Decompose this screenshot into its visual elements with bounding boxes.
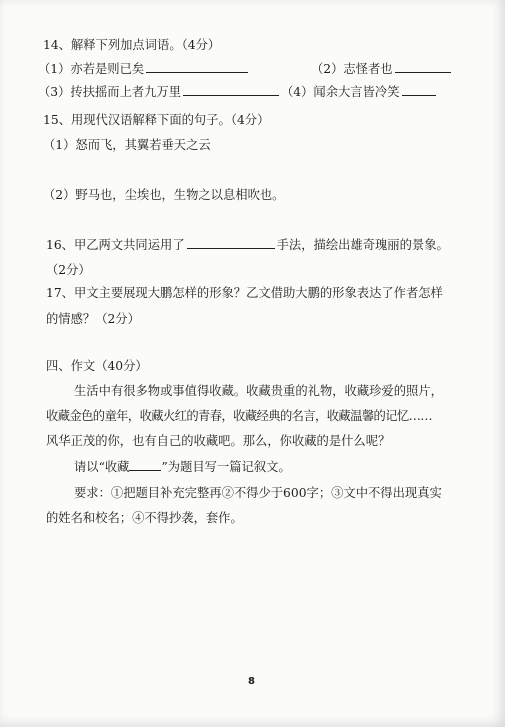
q14-item-3 [38,83,279,100]
essay-title-blank[interactable] [129,458,161,471]
q14-heading: 14、解释下列加点词语。（4分） [43,38,221,52]
q16-text-before: 16、甲乙两文共同运用了 [46,238,185,252]
q14-item-4-answer-blank[interactable] [402,83,436,96]
q15-heading: 15、用现代汉语解释下面的句子。（4分） [43,113,270,127]
q16-line [46,236,449,253]
q17-line-1: 17、甲文主要展现大鹏怎样的形象？乙文借助大鹏的形象表达了作者怎样 [46,286,443,300]
q14-item-1-answer-blank[interactable] [146,60,248,73]
essay-paragraph-line-2: 收藏金色的童年，收藏火红的青春，收藏经典的名言，收藏温馨的记忆…… [46,409,432,423]
q14-item-2-answer-blank[interactable] [395,60,451,73]
q15-sentence-2: （2）野马也，尘埃也，生物之以息相吹也。 [43,188,285,202]
q14-item-4 [281,83,436,100]
essay-paragraph-line-3: 风华正茂的你，也有自己的收藏吧。那么，你收藏的是什么呢？ [46,434,391,448]
essay-requirements-line-1: 要求：①把题目补充完整再②不得少于600字；③文中不得出现真实 [74,486,442,500]
essay-heading: 四、作文（40分） [46,359,148,373]
essay-requirements-line-2: 的姓名和校名；④不得抄袭，套作。 [46,511,243,525]
page-number: 8 [248,676,255,687]
essay-paragraph-line-1: 生活中有很多物或事值得收藏。收藏贵重的礼物，收藏珍爱的照片， [74,384,443,398]
q14-item-3-answer-blank[interactable] [183,83,279,96]
essay-prompt-before: 请以“收藏 [74,460,130,474]
q16-answer-blank[interactable] [187,236,275,249]
q16-text-after: 手法，描绘出雄奇瑰丽的景象。 [276,238,449,252]
q17-line-2: 的情感？（2分） [46,312,140,326]
q14-item-3-text: （3）抟扶摇而上者九万里 [38,85,182,99]
q14-item-2-text: （2）志怪者也 [311,62,393,76]
q14-item-1-text: （1）亦若是则已矣 [38,62,145,76]
q14-item-2 [311,60,451,77]
q14-item-1 [38,60,248,77]
q15-sentence-1: （1）怒而飞，其翼若垂天之云 [43,138,211,152]
essay-prompt-after: ”为题目写一篇记叙文。 [161,460,291,474]
q16-score: （2分） [46,263,91,277]
essay-prompt [74,458,291,475]
q14-item-4-text: （4）闻余大言皆冷笑 [281,85,400,99]
